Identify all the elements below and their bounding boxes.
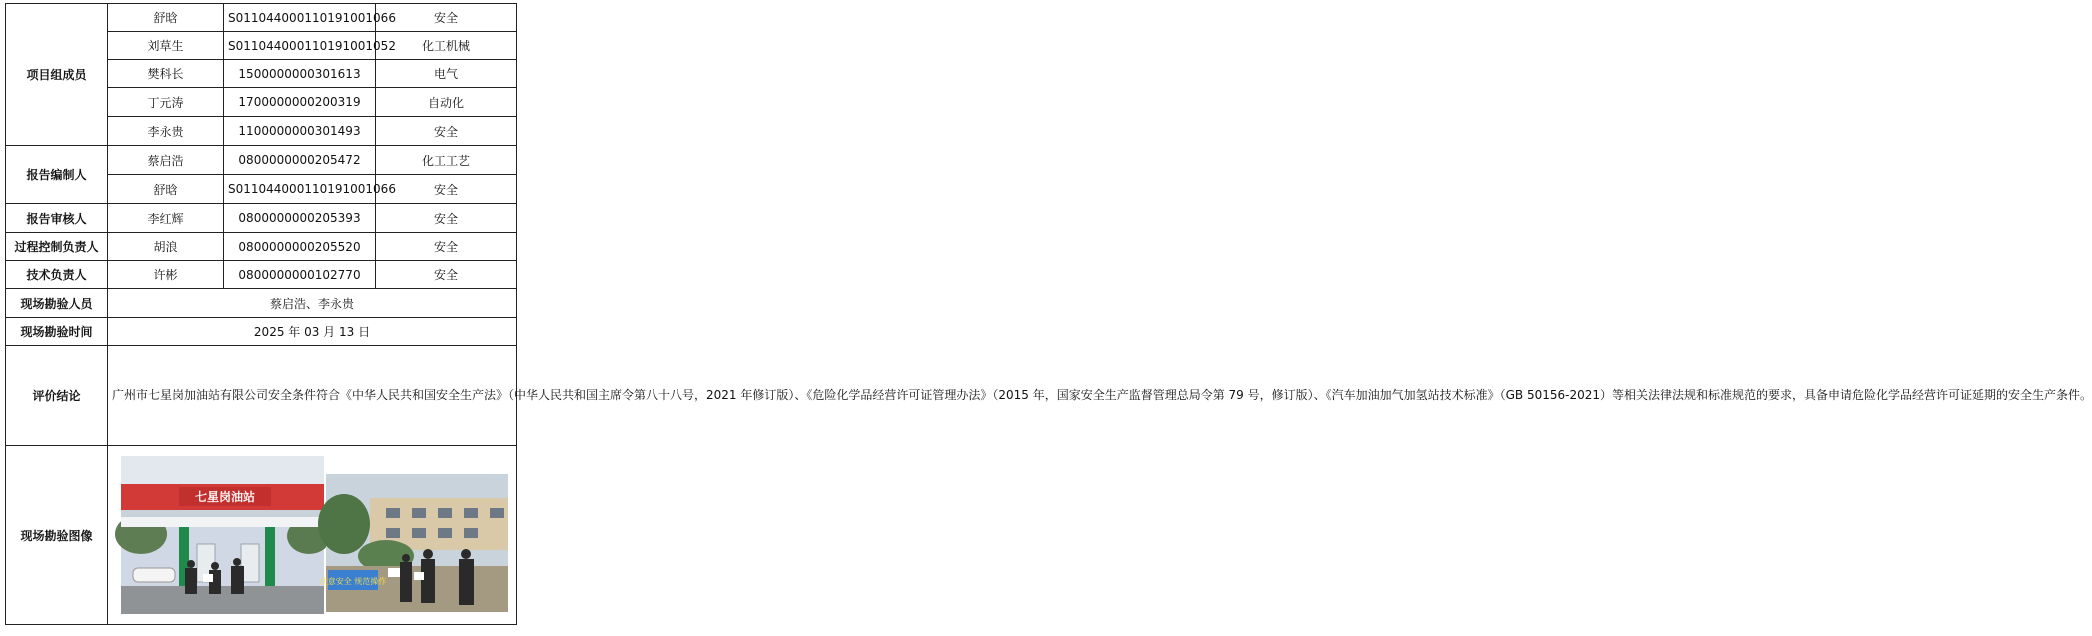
table-row bbox=[6, 318, 517, 346]
photo-strip bbox=[112, 446, 512, 624]
editor-cert: 0800000000205472 bbox=[224, 146, 376, 175]
reviewer-field: 安全 bbox=[376, 204, 517, 233]
technical-lead-label: 技术负责人 bbox=[6, 261, 108, 289]
member-name: 李永贵 bbox=[108, 117, 224, 146]
member-field: 电气 bbox=[376, 60, 517, 88]
report-reviewer-label: 报告审核人 bbox=[6, 204, 108, 233]
member-field: 自动化 bbox=[376, 88, 517, 117]
table-row bbox=[6, 204, 517, 233]
evaluation-table bbox=[5, 3, 2092, 625]
conclusion-text: 广州市七星岗加油站有限公司安全条件符合《中华人民共和国安全生产法》（中华人民共和国主席令第八十八号，2021 年修订版）、《危险化学品经营许可证管理办法》（2015 年，国家安全生产监督管理总局令第 79 号，修订版）、《汽车加油加气加氢站技术标准》（GB 50156-2021）等相关法律法规和标准规范的要求，具备申请危险化学品经营许可证延期的安全生产条件。 bbox=[108, 346, 517, 446]
member-name: 丁元涛 bbox=[108, 88, 224, 117]
member-name: 刘草生 bbox=[108, 32, 224, 60]
site-photos-label: 现场勘验图像 bbox=[6, 446, 108, 625]
table-row bbox=[6, 346, 517, 446]
gas-station-photo bbox=[121, 456, 324, 614]
site-inspectors-value: 蔡启浩、李永贵 bbox=[108, 289, 517, 318]
site-inspection-time-value: 2025 年 03 月 13 日 bbox=[108, 318, 517, 346]
member-cert: 1700000000200319 bbox=[224, 88, 376, 117]
member-cert: S011044000110191001066 bbox=[224, 4, 376, 32]
controller-cert: 0800000000205520 bbox=[224, 233, 376, 261]
editor-cert: S011044000110191001066 bbox=[224, 175, 376, 204]
site-photos-cell bbox=[108, 446, 517, 625]
member-cert: 1500000000301613 bbox=[224, 60, 376, 88]
process-controller-label: 过程控制负责人 bbox=[6, 233, 108, 261]
banner-text: 注意安全 规范操作 bbox=[319, 577, 387, 586]
tech-lead-field: 安全 bbox=[376, 261, 517, 289]
report-editor-label: 报告编制人 bbox=[6, 146, 108, 204]
table-row bbox=[6, 261, 517, 289]
table-row bbox=[6, 446, 517, 625]
member-field: 安全 bbox=[376, 117, 517, 146]
station-sign-text: 七星岗油站 bbox=[194, 490, 256, 504]
site-inspectors-label: 现场勘验人员 bbox=[6, 289, 108, 318]
table-row bbox=[6, 146, 517, 175]
table-row bbox=[6, 233, 517, 261]
table-row bbox=[6, 289, 517, 318]
member-name: 樊科长 bbox=[108, 60, 224, 88]
reviewer-name: 李红辉 bbox=[108, 204, 224, 233]
member-field: 安全 bbox=[376, 4, 517, 32]
tech-lead-name: 许彬 bbox=[108, 261, 224, 289]
project-members-label: 项目组成员 bbox=[6, 4, 108, 146]
site-inspection-time-label: 现场勘验时间 bbox=[6, 318, 108, 346]
editor-field: 安全 bbox=[376, 175, 517, 204]
tech-lead-cert: 0800000000102770 bbox=[224, 261, 376, 289]
table-row bbox=[6, 4, 517, 32]
controller-field: 安全 bbox=[376, 233, 517, 261]
member-cert: 1100000000301493 bbox=[224, 117, 376, 146]
controller-name: 胡浪 bbox=[108, 233, 224, 261]
inspection-team-photo bbox=[319, 474, 508, 612]
member-name: 舒晗 bbox=[108, 4, 224, 32]
conclusion-label: 评价结论 bbox=[6, 346, 108, 446]
editor-name: 舒晗 bbox=[108, 175, 224, 204]
editor-name: 蔡启浩 bbox=[108, 146, 224, 175]
reviewer-cert: 0800000000205393 bbox=[224, 204, 376, 233]
editor-field: 化工工艺 bbox=[376, 146, 517, 175]
member-cert: S011044000110191001052 bbox=[224, 32, 376, 60]
member-field: 化工机械 bbox=[376, 32, 517, 60]
